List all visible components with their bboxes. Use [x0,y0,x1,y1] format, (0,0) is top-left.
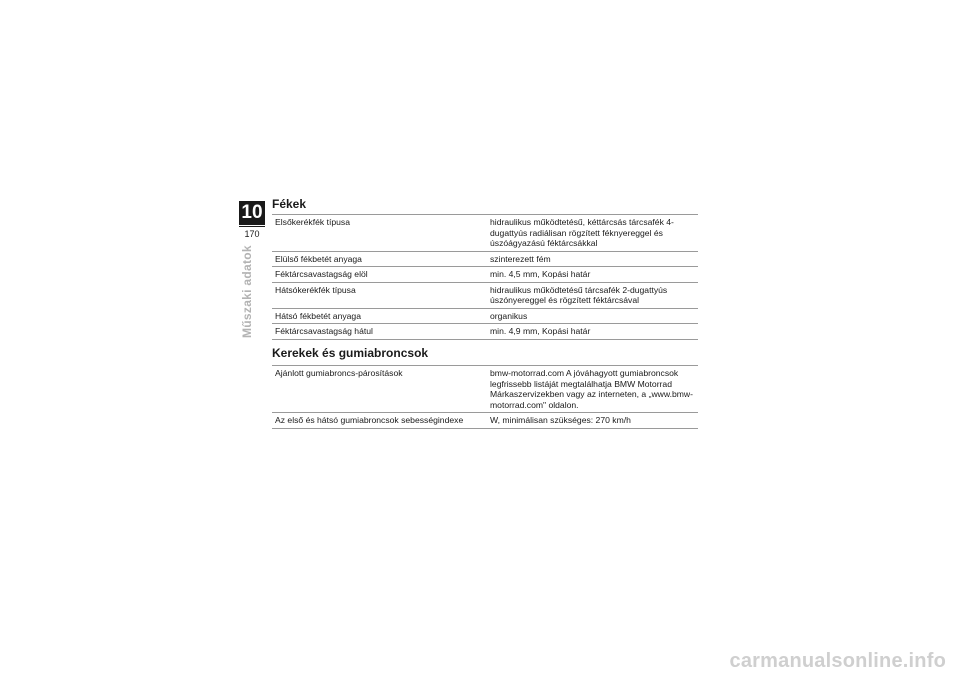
row-label: Féktárcsavastagság hátul [272,324,487,340]
row-value: organikus [487,308,698,324]
chapter-number: 10 [239,201,265,225]
table-row [272,282,698,308]
row-value: szinterezett fém [487,251,698,267]
row-value: hidraulikus működtetésű, kéttárcsás tárcsafék 4-dugattyús radiálisan rögzített féknyereggel és úszóágyazású féktárcsákkal [487,215,698,252]
watermark-text: carmanualsonline.info [729,650,946,672]
table-row [272,267,698,283]
row-label: Elülső fékbetét anyaga [272,251,487,267]
page-number: 170 [239,226,265,239]
row-value: bmw-motorrad.com A jóváhagyott gumiabroncsok legfrissebb listáját megtalálhatja BMW Motorrad Márkaszervizekben vagy az interneten, a „www.bmw-motorrad.com" oldalon. [487,366,698,413]
row-value: min. 4,9 mm, Kopási határ [487,324,698,340]
table-row [272,413,698,429]
section-title-wheels-tyres: Kerekek és gumiabroncsok [272,346,429,360]
row-value: min. 4,5 mm, Kopási határ [487,267,698,283]
row-label: Elsőkerékfék típusa [272,215,487,252]
wheels-tyres-table [272,365,698,429]
row-label: Féktárcsavastagság elöl [272,267,487,283]
table-row [272,251,698,267]
row-value: W, minimálisan szükséges: 270 km/h [487,413,698,429]
table-row [272,308,698,324]
row-label: Az első és hátsó gumiabroncsok sebességindexe [272,413,487,429]
row-label: Ajánlott gumiabroncs-párosítások [272,366,487,413]
row-label: Hátsókerékfék típusa [272,282,487,308]
row-value: hidraulikus működtetésű tárcsafék 2-dugattyús úszónyereggel és rögzített féktárcsával [487,282,698,308]
row-label: Hátsó fékbetét anyaga [272,308,487,324]
table-row [272,215,698,252]
table-row [272,366,698,413]
section-title-brakes: Fékek [272,197,307,211]
chapter-title: Műszaki adatok [240,245,254,338]
table-row [272,324,698,340]
brakes-table [272,214,698,340]
